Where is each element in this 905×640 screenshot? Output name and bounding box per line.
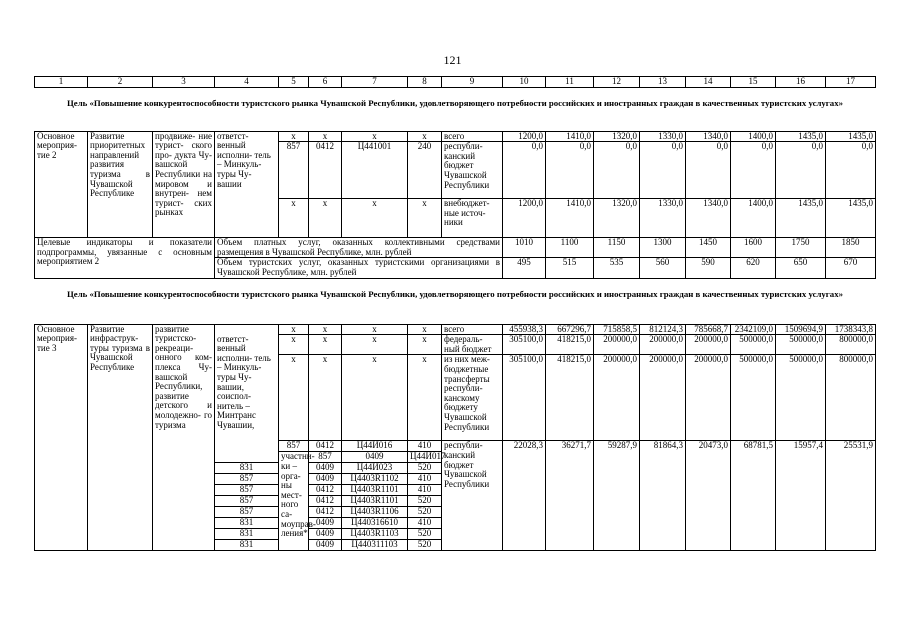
code-cell: 857 <box>215 496 279 507</box>
value-cell: 500000,0 <box>776 335 826 355</box>
code-cell: Ц441001 <box>342 142 408 199</box>
code-cell: Ц4403R1101 <box>342 485 408 496</box>
value-cell: 1150 <box>594 238 640 258</box>
code-cell: 520 <box>408 463 442 474</box>
value-cell: 418215,0 <box>546 335 594 355</box>
code-cell: 0409 <box>309 463 342 474</box>
code-cell: 0412 <box>309 485 342 496</box>
indicator-row <box>35 238 876 258</box>
code-cell: х <box>309 324 342 335</box>
code-cell: Ц44И017 <box>408 452 442 463</box>
value-cell: 200000,0 <box>686 335 731 355</box>
code-cell: 831 <box>215 529 279 540</box>
value-cell: 1509694,9 <box>776 324 826 335</box>
code-cell: х <box>279 324 309 335</box>
code-cell: х <box>408 131 442 142</box>
code-cell: х <box>279 335 309 355</box>
code-cell: Ц44И023 <box>342 463 408 474</box>
goal-heading: Цель «Повышение конкурентоспособности туристского рынка Чувашской Республики, удовлетворяющего потребности российских и иностранных граждан в качественных туристских услугах» <box>35 278 876 324</box>
code-cell: Ц44И016 <box>342 441 408 452</box>
code-cell: х <box>342 335 408 355</box>
indicator-text: Объем туристских услуг, оказанных туристскими организациями в Чувашской Республике, млн. рублей <box>215 258 503 278</box>
code-cell: 0412 <box>309 507 342 518</box>
code-cell: 831 <box>215 463 279 474</box>
value-cell: 200000,0 <box>640 355 686 441</box>
event-name: Основное мероприя- тие 3 <box>35 324 88 551</box>
value-cell: 500000,0 <box>731 335 776 355</box>
value-cell: 785668,7 <box>686 324 731 335</box>
code-cell: 857 <box>215 507 279 518</box>
code-cell: х <box>408 335 442 355</box>
value-cell: 1200,0 <box>503 199 546 238</box>
participants-name: участни- ки – орга- ны мест- ного са- моуправ- ления* <box>279 452 309 551</box>
column-number: 7 <box>342 77 408 88</box>
value-cell: 1435,0 <box>776 131 826 142</box>
goal-row <box>35 278 876 324</box>
budget-table <box>34 76 876 551</box>
value-cell: 560 <box>640 258 686 278</box>
column-number: 3 <box>153 77 215 88</box>
code-cell: 0409 <box>309 518 342 529</box>
goal-row <box>35 87 876 131</box>
value-cell: 1410,0 <box>546 131 594 142</box>
value-cell: 20473,0 <box>686 441 731 551</box>
value-cell: 0,0 <box>776 142 826 199</box>
value-cell: 0,0 <box>640 142 686 199</box>
code-cell: 410 <box>408 441 442 452</box>
value-cell: 0,0 <box>503 142 546 199</box>
code-cell: 831 <box>215 540 279 551</box>
value-cell: 1010 <box>503 238 546 258</box>
value-cell: 1300 <box>640 238 686 258</box>
value-cell: 36271,7 <box>546 441 594 551</box>
code-cell: х <box>309 131 342 142</box>
value-cell: 22028,3 <box>503 441 546 551</box>
code-cell: х <box>408 355 442 441</box>
code-cell: 0412 <box>309 496 342 507</box>
value-cell: 1330,0 <box>640 131 686 142</box>
page-number: 121 <box>443 53 462 67</box>
value-cell: 1400,0 <box>731 199 776 238</box>
column-number: 4 <box>215 77 279 88</box>
value-cell: 515 <box>546 258 594 278</box>
value-cell: 200000,0 <box>640 335 686 355</box>
value-cell: 1100 <box>546 238 594 258</box>
value-cell: 1600 <box>731 238 776 258</box>
value-cell: 15957,4 <box>776 441 826 551</box>
code-cell: х <box>342 131 408 142</box>
code-cell: 0409 <box>342 452 408 463</box>
code-cell: 520 <box>408 529 442 540</box>
value-cell: 455938,3 <box>503 324 546 335</box>
code-cell: х <box>342 199 408 238</box>
event-name: Основное мероприя- тие 2 <box>35 131 88 238</box>
column-number: 13 <box>640 77 686 88</box>
value-cell: 1320,0 <box>594 199 640 238</box>
code-cell: 857 <box>215 474 279 485</box>
value-cell: 200000,0 <box>686 355 731 441</box>
value-cell: 0,0 <box>686 142 731 199</box>
value-cell: 500000,0 <box>731 355 776 441</box>
column-number: 16 <box>776 77 826 88</box>
code-cell: х <box>279 199 309 238</box>
value-cell: 1400,0 <box>731 131 776 142</box>
code-cell: 857 <box>279 441 309 452</box>
code-cell: 410 <box>408 474 442 485</box>
value-cell: 0,0 <box>546 142 594 199</box>
executor-name: ответст- венный исполни- тель – Минкуль- туры Чу- вашии, соиспол- нитель – Минтранс Чувашии, <box>215 335 279 463</box>
code-cell: 0412 <box>309 142 342 199</box>
value-cell: 200000,0 <box>594 355 640 441</box>
value-cell: 800000,0 <box>826 335 876 355</box>
source-cell: внебюджет- ные источ- ники <box>442 199 503 238</box>
code-cell: 0409 <box>309 529 342 540</box>
code-cell: х <box>279 131 309 142</box>
code-cell: Ц440316610 <box>342 518 408 529</box>
code-cell: 0409 <box>309 474 342 485</box>
code-cell: 410 <box>408 518 442 529</box>
code-cell: 520 <box>408 496 442 507</box>
column-number: 5 <box>279 77 309 88</box>
value-cell: 620 <box>731 258 776 278</box>
value-cell: 1450 <box>686 238 731 258</box>
subprogram-name: Развитие инфраструк- туры туризма в Чувашской Республике <box>88 324 153 551</box>
code-cell: 520 <box>408 540 442 551</box>
value-cell: 1340,0 <box>686 131 731 142</box>
source-cell: федераль- ный бюджет <box>442 335 503 355</box>
source-cell: из них меж- бюджетные трансферты республи- канскому бюджету Чувашской Республики <box>442 355 503 441</box>
value-cell: 81864,3 <box>640 441 686 551</box>
code-cell: х <box>309 199 342 238</box>
code-cell: 857 <box>279 142 309 199</box>
column-number: 6 <box>309 77 342 88</box>
value-cell: 0,0 <box>731 142 776 199</box>
header-row <box>35 77 876 88</box>
block2-row-total <box>35 324 876 335</box>
subprogram-name: Развитие приоритетных направлений развития туризма в Чувашской Республике <box>88 131 153 238</box>
value-cell: 1340,0 <box>686 199 731 238</box>
column-number: 17 <box>826 77 876 88</box>
indicator-text: Объем платных услуг, оказанных коллективными средствами размещения в Чувашской Республике, млн. рублей <box>215 238 503 258</box>
value-cell: 305100,0 <box>503 355 546 441</box>
column-number: 11 <box>546 77 594 88</box>
code-cell: 240 <box>408 142 442 199</box>
value-cell: 1200,0 <box>503 131 546 142</box>
code-cell: Ц4403R1106 <box>342 507 408 518</box>
task-name: развитие туристско- рекреаци- онного ком- плекса Чу- вашской Республики, развитие детского и молодежно- го туризма <box>153 324 215 551</box>
task-name: продвиже- ние турист- ского про- дукта Чу- вашской Республики на мировом и внутрен- нем турист- ских рынках <box>153 131 215 238</box>
code-cell: х <box>309 335 342 355</box>
code-cell: 857 <box>309 452 342 463</box>
code-cell: 520 <box>408 507 442 518</box>
value-cell: 0,0 <box>594 142 640 199</box>
value-cell: 305100,0 <box>503 335 546 355</box>
code-cell: Ц440311103 <box>342 540 408 551</box>
value-cell: 667296,7 <box>546 324 594 335</box>
column-number: 12 <box>594 77 640 88</box>
column-number: 1 <box>35 77 88 88</box>
value-cell: 59287,9 <box>594 441 640 551</box>
code-cell: х <box>408 324 442 335</box>
value-cell: 800000,0 <box>826 355 876 441</box>
goal-heading: Цель «Повышение конкурентоспособности туристского рынка Чувашской Республики, удовлетворяющего потребности российских и иностранных граждан в качественных туристских услугах» <box>35 87 876 131</box>
code-cell: х <box>408 199 442 238</box>
code-cell: 410 <box>408 485 442 496</box>
value-cell: 25531,9 <box>826 441 876 551</box>
column-number: 8 <box>408 77 442 88</box>
column-number: 10 <box>503 77 546 88</box>
value-cell: 418215,0 <box>546 355 594 441</box>
value-cell: 495 <box>503 258 546 278</box>
value-cell: 1410,0 <box>546 199 594 238</box>
code-cell: Ц4403R1102 <box>342 474 408 485</box>
value-cell: 200000,0 <box>594 335 640 355</box>
code-cell: 0409 <box>309 540 342 551</box>
code-cell: 0412 <box>309 441 342 452</box>
value-cell: 68781,5 <box>731 441 776 551</box>
value-cell: 1435,0 <box>826 199 876 238</box>
code-cell: х <box>342 355 408 441</box>
value-cell: 1435,0 <box>776 199 826 238</box>
column-number: 9 <box>442 77 503 88</box>
block1-row-total <box>35 131 876 142</box>
indicators-label: Целевые индикаторы и показатели подпрограммы, увязанные с основным мероприятием 2 <box>35 238 215 278</box>
code-cell: х <box>342 324 408 335</box>
code-cell: 857 <box>215 485 279 496</box>
source-cell: республи- канский бюджет Чувашской Республики <box>442 142 503 199</box>
code-cell: х <box>279 355 309 441</box>
code-cell: Ц4403R1101 <box>342 496 408 507</box>
value-cell: 812124,3 <box>640 324 686 335</box>
code-cell: 831 <box>215 518 279 529</box>
value-cell: 1738343,8 <box>826 324 876 335</box>
executor-name: ответст- венный исполни- тель – Минкуль- туры Чу- вашии <box>215 131 279 238</box>
value-cell: 1850 <box>826 238 876 258</box>
value-cell: 1435,0 <box>826 131 876 142</box>
value-cell: 670 <box>826 258 876 278</box>
source-cell: всего <box>442 131 503 142</box>
value-cell: 590 <box>686 258 731 278</box>
value-cell: 535 <box>594 258 640 278</box>
value-cell: 0,0 <box>826 142 876 199</box>
source-cell: всего <box>442 324 503 335</box>
value-cell: 1330,0 <box>640 199 686 238</box>
column-number: 15 <box>731 77 776 88</box>
value-cell: 650 <box>776 258 826 278</box>
column-number: 14 <box>686 77 731 88</box>
code-cell: х <box>309 355 342 441</box>
value-cell: 2342109,0 <box>731 324 776 335</box>
code-cell: Ц4403R1103 <box>342 529 408 540</box>
value-cell: 1320,0 <box>594 131 640 142</box>
value-cell: 500000,0 <box>776 355 826 441</box>
source-cell: республи- канский бюджет Чувашской Республики <box>442 441 503 551</box>
column-number: 2 <box>88 77 153 88</box>
value-cell: 1750 <box>776 238 826 258</box>
value-cell: 715858,5 <box>594 324 640 335</box>
